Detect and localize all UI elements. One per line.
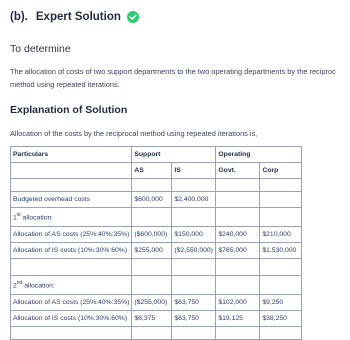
row-is: $63,750: [172, 311, 216, 327]
second-num: 2: [13, 282, 17, 290]
second-sup: nd: [16, 280, 23, 287]
table-row: [11, 311, 302, 327]
subheader-empty: [11, 163, 132, 179]
budgeted-row: [11, 192, 302, 208]
blank-cell: [260, 276, 302, 295]
table-subheader-row: [11, 163, 302, 179]
first-num: 1: [13, 214, 17, 222]
row-corp: $1,530,000: [260, 243, 302, 259]
to-determine-heading: To determine: [10, 43, 71, 55]
explanation-heading: Explanation of Solution: [10, 104, 128, 116]
second-allocation-row: [11, 276, 302, 295]
check-circle-icon: [127, 11, 139, 23]
blank-cell: [216, 179, 260, 192]
row-is: ($2,550,000): [172, 243, 216, 259]
first-sup: st: [16, 212, 21, 219]
to-determine-line-2: method using repeated iterations.: [10, 80, 120, 89]
row-label: Allocation of AS costs (25%:40%:35%): [11, 227, 132, 243]
row-as: $255,000: [132, 243, 172, 259]
row-govt: $240,000: [216, 227, 260, 243]
row-as: $6,375: [132, 311, 172, 327]
blank-cell: [132, 259, 172, 276]
budgeted-label: Budgeted overhead costs: [11, 192, 132, 208]
blank-cell: [172, 276, 216, 295]
row-label: Allocation of IS costs (10%:30%:60%): [11, 311, 132, 327]
budgeted-is: $2,400,000: [172, 192, 216, 208]
table-spacer-row: [11, 259, 302, 276]
row-as: ($600,000): [132, 227, 172, 243]
row-label: Allocation of IS costs (10%:30%:60%): [11, 243, 132, 259]
budgeted-as: $600,000: [132, 192, 172, 208]
blank-cell: [172, 327, 216, 340]
first-allocation-row: [11, 208, 302, 227]
table-row: [11, 227, 302, 243]
header-corp: Corp: [260, 163, 302, 179]
row-label: Allocation of AS costs (25%:40%:35%): [11, 295, 132, 311]
row-is: $63,750: [172, 295, 216, 311]
blank-cell: [172, 259, 216, 276]
row-govt: $102,000: [216, 295, 260, 311]
blank-cell: [216, 259, 260, 276]
part-label: (b).: [10, 11, 28, 23]
second-text: allocation:: [22, 282, 55, 290]
blank-cell: [11, 327, 132, 340]
blank-cell: [11, 179, 132, 192]
second-allocation-label: [11, 276, 132, 295]
header-is: IS: [172, 163, 216, 179]
blank-cell: [216, 208, 260, 227]
table-header-row: [11, 147, 302, 163]
blank-cell: [260, 327, 302, 340]
budgeted-govt: [216, 192, 260, 208]
header-particulars: Particulars: [11, 147, 132, 163]
table-row: [11, 243, 302, 259]
blank-cell: [132, 179, 172, 192]
budgeted-corp: [260, 192, 302, 208]
blank-cell: [132, 327, 172, 340]
row-corp: $9,250: [260, 295, 302, 311]
table-blank-row: [11, 179, 302, 192]
row-govt: $765,000: [216, 243, 260, 259]
blank-cell: [260, 208, 302, 227]
blank-cell: [260, 179, 302, 192]
header-govt: Govt.: [216, 163, 260, 179]
blank-cell: [216, 327, 260, 340]
blank-cell: [11, 259, 132, 276]
header-support: Support: [132, 147, 216, 163]
to-determine-line-1: The allocation of costs of two support departments to the two operating departments by the reciproc: [10, 67, 336, 76]
blank-cell: [216, 276, 260, 295]
blank-cell: [172, 208, 216, 227]
allocation-table: [10, 146, 302, 340]
solution-title: Expert Solution: [35, 11, 121, 23]
row-corp: $210,000: [260, 227, 302, 243]
header-as: AS: [132, 163, 172, 179]
blank-cell: [172, 179, 216, 192]
row-govt: $19,125: [216, 311, 260, 327]
table-row: [11, 295, 302, 311]
header-operating: Operating: [216, 147, 302, 163]
to-determine-body: [10, 65, 350, 91]
row-is: $150,000: [172, 227, 216, 243]
row-as: ($255,000): [132, 295, 172, 311]
blank-cell: [132, 276, 172, 295]
solution-header: [10, 8, 139, 26]
first-text: allocation:: [20, 214, 54, 222]
row-corp: $38,250: [260, 311, 302, 327]
explanation-intro: Allocation of the costs by the reciprocal method using repeated iterations is,: [10, 129, 258, 138]
first-allocation-label: [11, 208, 132, 227]
blank-cell: [132, 208, 172, 227]
blank-cell: [260, 259, 302, 276]
table-blank-row: [11, 327, 302, 340]
